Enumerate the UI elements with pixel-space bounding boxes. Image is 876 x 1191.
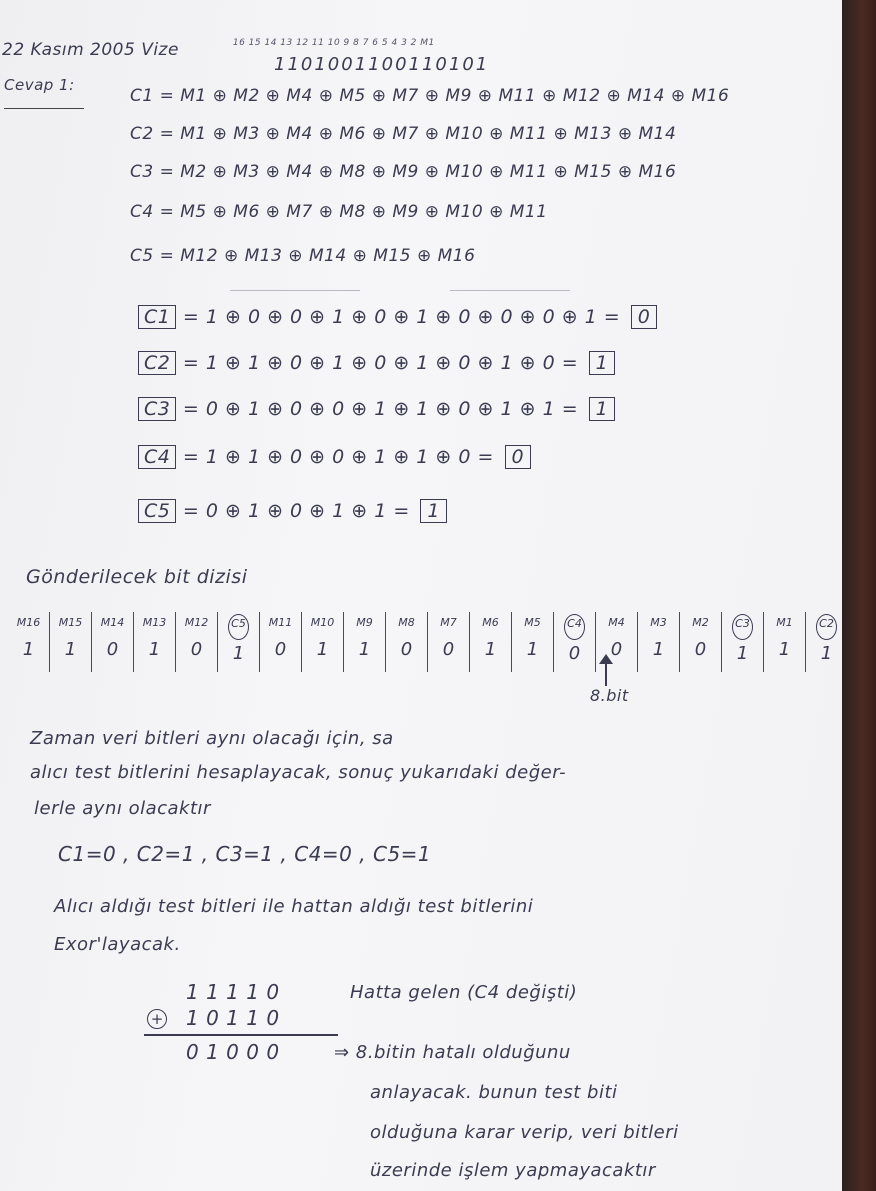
paragraph-line: lerle aynı olacaktır [34,798,211,819]
data-bit-label: M4 [608,616,625,629]
paragraph-line: Exor'layacak. [54,934,181,955]
bit-value: 0 [274,639,287,660]
calc-expression: = 1 ⊕ 1 ⊕ 0 ⊕ 1 ⊕ 0 ⊕ 1 ⊕ 0 ⊕ 1 ⊕ 0 = [182,352,579,374]
bit-cell [176,612,218,672]
data-bit-label: M10 [310,616,335,629]
bit-value: 1 [526,639,539,660]
bit-value: 1 [484,639,497,660]
answer-underline [4,108,84,109]
answer-label: Cevap 1: [4,76,75,94]
calc-label: C4 [138,445,176,469]
calc-c3 [138,398,615,420]
calc-label: C1 [138,305,176,329]
check-bit-label: C4 [564,614,585,640]
bit-value: 0 [442,639,455,660]
message-bit-string: 1101001100110101 [274,54,490,75]
calc-result: 0 [631,305,658,329]
xor-row2: 1 0 1 1 0 [186,1006,280,1030]
calc-label: C2 [138,351,176,375]
check-bit-label: C5 [228,614,249,640]
paragraph-line: Alıcı aldığı test bitleri ile hattan aldığı test bitlerini [54,896,534,917]
data-bit-label: M3 [650,616,667,629]
section-title: Gönderilecek bit dizisi [26,566,248,588]
bit-value: 0 [190,639,203,660]
bit-cell [428,612,470,672]
calc-c4 [138,446,531,468]
data-bit-label: M9 [356,616,373,629]
check-bit-label: C2 [816,614,837,640]
paragraph-line: alıcı test bitlerini hesaplayacak, sonuç yukarıdaki değer- [30,762,567,783]
bit-cell [386,612,428,672]
arrow-note: 8.bit [590,686,629,705]
data-bit-label: M6 [482,616,499,629]
bit-table [8,612,842,672]
data-bit-label: M1 [776,616,793,629]
paragraph-line: üzerinde işlem yapmayacaktır [370,1160,656,1181]
bit-value: 1 [358,639,371,660]
calc-c1 [138,306,657,328]
bit-value: 1 [820,643,833,664]
bit-value: 1 [316,639,329,660]
bit-cell [512,612,554,672]
bit-value: 1 [148,639,161,660]
bit-positions: 16 15 14 13 12 11 10 9 8 7 6 5 4 3 2 M1 [232,38,435,48]
calc-label: C3 [138,397,176,421]
equation-c2: C2 = M1 ⊕ M3 ⊕ M4 ⊕ M6 ⊕ M7 ⊕ M10 ⊕ M11 ⊕ M13 ⊕ M14 [130,124,677,144]
xor-result-note: ⇒ 8.bitin hatalı olduğunu [334,1042,571,1063]
bit-value: 1 [778,639,791,660]
bit-value: 0 [610,639,623,660]
data-bit-label: M2 [692,616,709,629]
bit-value: 0 [568,643,581,664]
bit-value: 0 [106,639,119,660]
data-bit-label: M12 [184,616,209,629]
check-values: C1=0 , C2=1 , C3=1 , C4=0 , C5=1 [58,842,432,866]
paragraph-line: olduğuna karar verip, veri bitleri [370,1122,679,1143]
bit-value: 0 [400,639,413,660]
bit-cell [50,612,92,672]
exam-date: 22 Kasım 2005 Vize [2,40,179,60]
equation-c3: C3 = M2 ⊕ M3 ⊕ M4 ⊕ M8 ⊕ M9 ⊕ M10 ⊕ M11 ⊕ M15 ⊕ M16 [130,162,677,182]
calc-expression: = 1 ⊕ 0 ⊕ 0 ⊕ 1 ⊕ 0 ⊕ 1 ⊕ 0 ⊕ 0 ⊕ 0 ⊕ 1 = [182,306,621,328]
equation-c4: C4 = M5 ⊕ M6 ⊕ M7 ⊕ M8 ⊕ M9 ⊕ M10 ⊕ M11 [130,202,548,222]
data-bit-label: M7 [440,616,457,629]
sum-line [144,1034,338,1036]
bit-cell [722,612,764,672]
paragraph-line: anlayacak. bunun test biti [370,1082,618,1103]
bit-cell [344,612,386,672]
desk-edge [842,0,876,1191]
bit-cell [302,612,344,672]
bit-value: 1 [232,643,245,664]
plus-icon: + [147,1009,167,1029]
data-bit-label: M13 [142,616,167,629]
bit-cell [134,612,176,672]
xor-row1-note: Hatta gelen (C4 değişti) [350,982,578,1003]
calc-result: 1 [589,397,616,421]
equation-c1: C1 = M1 ⊕ M2 ⊕ M4 ⊕ M5 ⊕ M7 ⊕ M9 ⊕ M11 ⊕ M12 ⊕ M14 ⊕ M16 [130,86,730,106]
calc-label: C5 [138,499,176,523]
bit-cell [554,612,596,672]
bit-cell [680,612,722,672]
divider [450,290,570,291]
calc-c5 [138,500,447,522]
paragraph-line: Zaman veri bitleri aynı olacağı için, sa [30,728,394,749]
bit-cell [218,612,260,672]
data-bit-label: M16 [16,616,41,629]
data-bit-label: M5 [524,616,541,629]
bit-value: 1 [22,639,35,660]
bit-cell [260,612,302,672]
bit-cell [8,612,50,672]
bit-value: 1 [736,643,749,664]
bit-cell [806,612,847,672]
check-bit-label: C3 [732,614,753,640]
calc-result: 1 [420,499,447,523]
calc-c2 [138,352,615,374]
bit-value: 0 [694,639,707,660]
data-bit-label: M15 [58,616,83,629]
equation-c5: C5 = M12 ⊕ M13 ⊕ M14 ⊕ M15 ⊕ M16 [130,246,476,266]
bit-cell [764,612,806,672]
bit-value: 1 [652,639,665,660]
calc-expression: = 0 ⊕ 1 ⊕ 0 ⊕ 0 ⊕ 1 ⊕ 1 ⊕ 0 ⊕ 1 ⊕ 1 = [182,398,579,420]
xor-result: 0 1 0 0 0 [186,1040,280,1064]
arrow-up-icon [605,656,607,686]
calc-result: 1 [589,351,616,375]
data-bit-label: M8 [398,616,415,629]
data-bit-label: M11 [268,616,293,629]
divider [230,290,360,291]
calc-result: 0 [505,445,532,469]
calc-expression: = 0 ⊕ 1 ⊕ 0 ⊕ 1 ⊕ 1 = [182,500,410,522]
calc-expression: = 1 ⊕ 1 ⊕ 0 ⊕ 0 ⊕ 1 ⊕ 1 ⊕ 0 = [182,446,494,468]
bit-cell [470,612,512,672]
data-bit-label: M14 [100,616,125,629]
xor-row1: 1 1 1 1 0 [186,980,280,1004]
bit-cell [638,612,680,672]
bit-cell [92,612,134,672]
bit-value: 1 [64,639,77,660]
